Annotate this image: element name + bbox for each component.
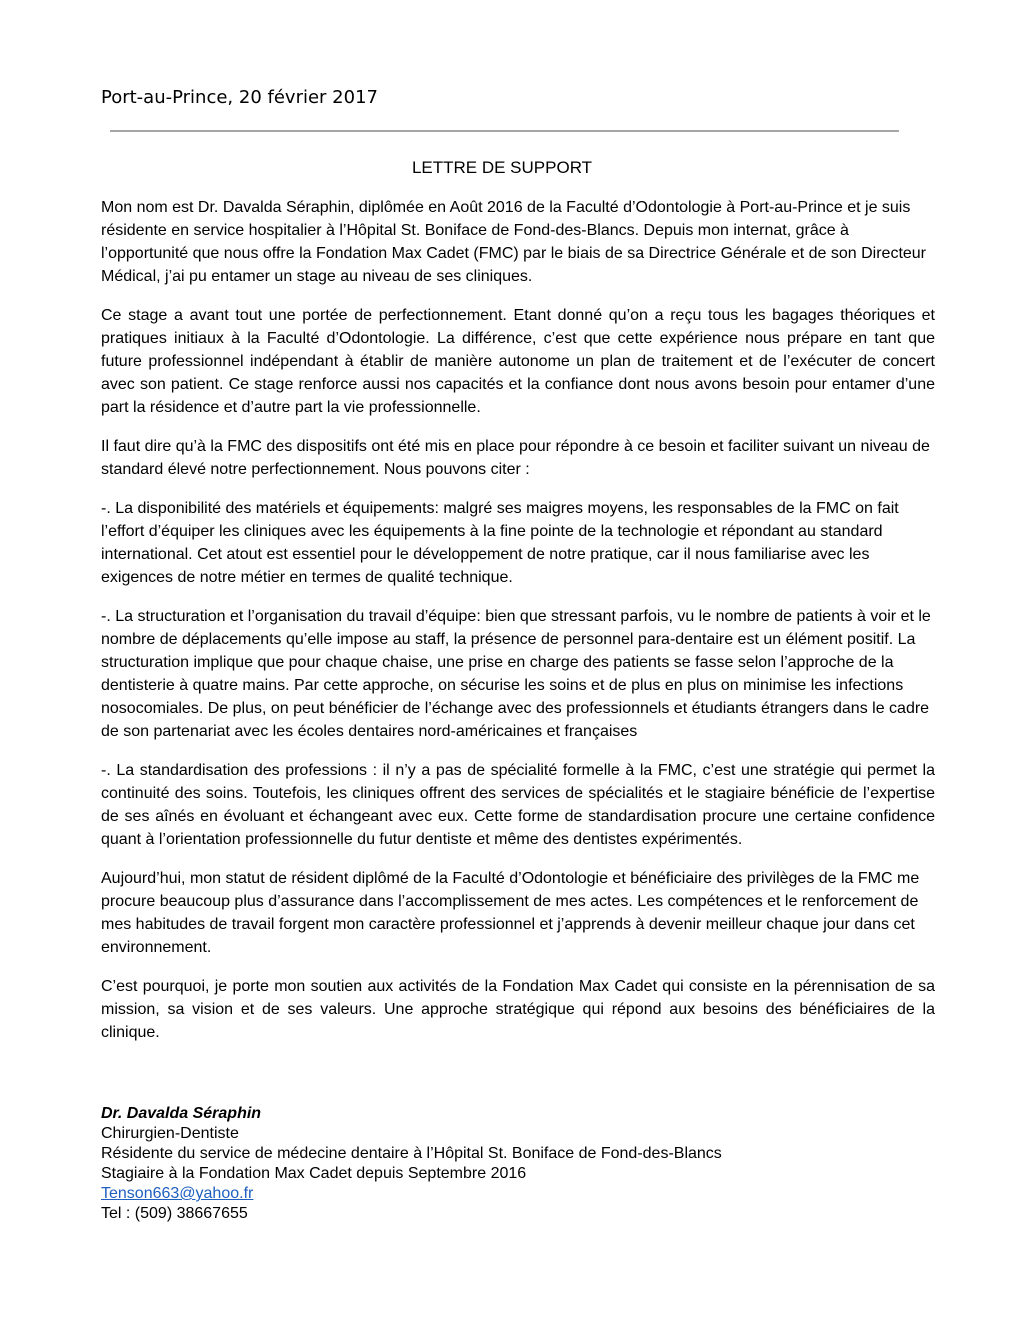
- letter-title: LETTRE DE SUPPORT: [411, 158, 593, 177]
- signature-phone: Tel : (509) 38667655: [101, 1205, 248, 1222]
- signature-block: [101, 1104, 722, 1224]
- signature-internship: Stagiaire à la Fondation Max Cadet depuis Septembre 2016: [101, 1165, 527, 1182]
- email-link[interactable]: Tenson663@yahoo.fr: [101, 1185, 254, 1202]
- paragraph-equipment: -. La disponibilité des matériels et équipements: malgré ses maigres moyens, les responsables de la FMC on fait l’effort d’équiper les cliniques avec les équipements à la fine pointe de la technologie et répondant au standard international. Cet atout est essentiel pour le développement de notre pratique, car il nous familiarise avec les exigences de notre métier en termes de qualité technique.: [101, 500, 899, 586]
- paragraph-current-status: Aujourd’hui, mon statut de résident diplômé de la Faculté d’Odontologie et bénéficiaire des privilèges de la FMC me procure beaucoup plus d’assurance dans l’accomplissement de mes actes. Les compétences et le renforcement de mes habitudes de travail forgent mon caractère professionnel et j’apprends à devenir meilleur chaque jour dans cet environnement.: [101, 870, 920, 956]
- letter-body: [101, 196, 935, 1060]
- signature-name: Dr. Davalda Séraphin: [101, 1105, 262, 1122]
- paragraph-introduction: Mon nom est Dr. Davalda Séraphin, diplômée en Août 2016 de la Faculté d’Odontologie à Port-au-Prince et je suis résidente en service hospitalier à l’Hôpital St. Boniface de Fond-des-Blancs. Depuis mon internat, grâce à l’opportunité que nous offre la Fondation Max Cadet (FMC) par le biais de sa Directrice Générale et de son Directeur Médical, j’ai pu entamer un stage au niveau de ses cliniques.: [101, 199, 927, 285]
- letter-date-line: Port-au-Prince, 20 février 2017: [101, 87, 378, 108]
- paragraph-teamwork: -. La structuration et l’organisation du travail d’équipe: bien que stressant parfois, vu le nombre de patients à voir et le nombre de déplacements qu’elle impose au staff, la présence de personnel para-dentaire est un élément positif. La structuration implique que pour chaque chaise, une prise en charge des patients se fasse selon l’approche de la dentisterie à quatre mains. Par cette approche, on sécurise les soins et de plus en plus on minimise les infections nosocomiales. De plus, on peut bénéficier de l’échange avec des professionnels et étudiants étrangers dans le cadre de son partenariat avec les écoles dentaires nord-américaines et françaises: [101, 608, 931, 740]
- paragraph-fmc-measures: Il faut dire qu’à la FMC des dispositifs ont été mis en place pour répondre à ce besoin et faciliter suivant un niveau de standard élevé notre perfectionnement. Nous pouvons citer :: [101, 438, 930, 478]
- paragraph-internship-purpose: Ce stage a avant tout une portée de perfectionnement. Etant donné qu’on a reçu tous les bagages théoriques et pratiques initiaux à la Faculté d’Odontologie. La différence, c’est que cette expérience nous prépare en tant que future professionnel indépendant à établir de manière autonome un plan de traitement et de l’exécuter de concert avec son patient. Ce stage renforce aussi nos capacités et la confiance dont nous avons besoin pour entamer d’une part la résidence et d’autre part la vie professionnelle.: [101, 307, 935, 416]
- header-divider: [110, 130, 899, 132]
- signature-role: Chirurgien-Dentiste: [101, 1125, 239, 1142]
- signature-residence: Résidente du service de médecine dentaire à l’Hôpital St. Boniface de Fond-des-Blancs: [101, 1145, 722, 1162]
- paragraph-conclusion: C’est pourquoi, je porte mon soutien aux activités de la Fondation Max Cadet qui consiste en la pérennisation de sa mission, sa vision et de ses valeurs. Une approche stratégique qui répond aux besoins des bénéficiaires de la clinique.: [101, 978, 935, 1041]
- paragraph-standardisation: -. La standardisation des professions : il n’y a pas de spécialité formelle à la FMC, c’est une stratégie qui permet la continuité des soins. Toutefois, les cliniques offrent des services de spécialités et le stagiaire bénéficie de l’expertise de ses aînés en évoluant et échangeant avec eux. Cette forme de standardisation procure une certaine confidence quant à l’orientation professionnelle du futur dentiste et même des dentistes expérimentés.: [101, 762, 935, 848]
